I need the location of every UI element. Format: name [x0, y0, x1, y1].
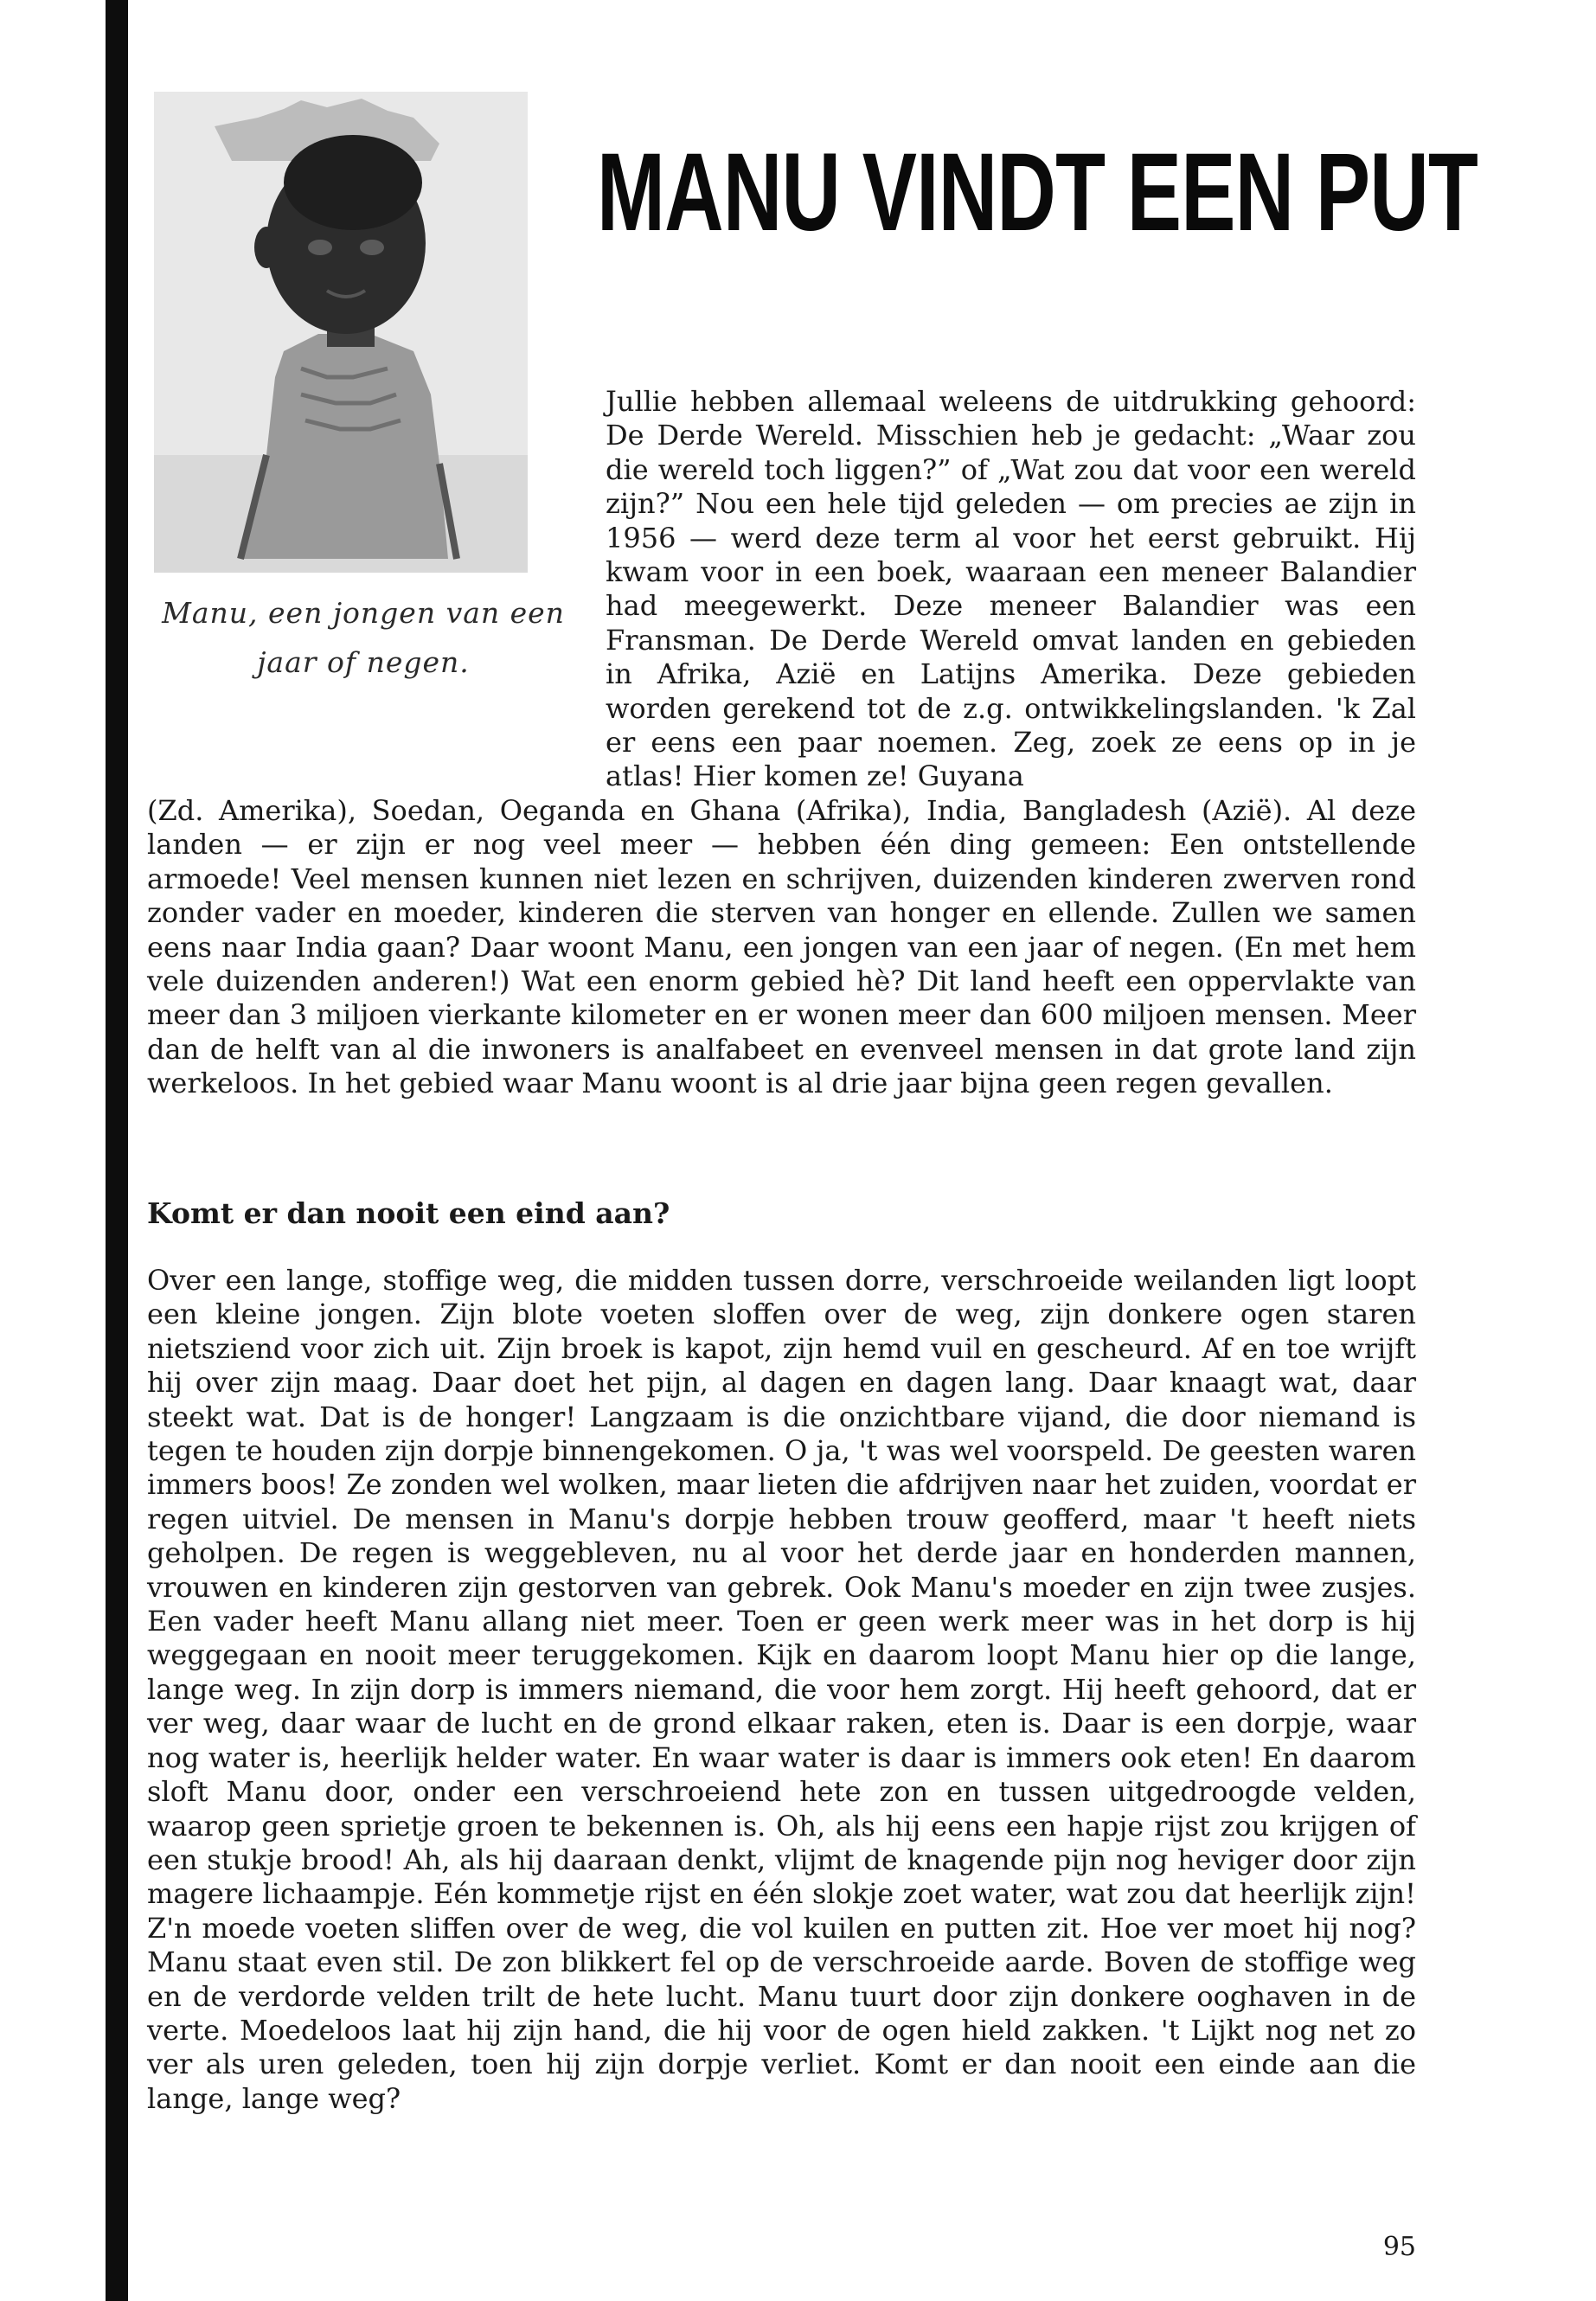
page-number: 95: [1382, 2232, 1416, 2262]
intro-paragraph-upper: Jullie hebben allemaal weleens de uitdrukking gehoord: De Derde Wereld. Misschien heb je gedacht: „Waar zou die wereld toch liggen?” of „Wat zou dat voor een wereld zijn?” Nou een hele tijd geleden — om precies ae zijn in 1956 — werd deze term al voor het eerst gebruikt. Hij kwam voor in een boek, waaraan een meneer Balandier had meegewerkt. Deze meneer Balandier was een Fransman. De Derde Wereld omvat landen en gebieden in Afrika, Azië en Latijns Amerika. Deze gebieden worden gerekend tot de z.g. ontwikkelingslanden. 'k Zal er eens een paar noemen. Zeg, zoek ze eens op in je atlas! Hier komen ze! Guyana: [606, 385, 1416, 793]
article-title: MANU VINDT EEN PUT: [597, 131, 1478, 254]
intro-paragraph-full: (Zd. Amerika), Soedan, Oeganda en Ghana (Afrika), India, Bangladesh (Azië). Al deze landen — er zijn er nog veel meer — hebben één ding gemeen: Een ontstellende armoede! Veel mensen kunnen niet lezen en schrijven, duizenden kinderen zwerven rond zonder vader en moeder, kinderen die sterven van honger en ellende. Zullen we samen eens naar India gaan? Daar woont Manu, een jongen van een jaar of negen. (En met hem vele duizenden anderen!) Wat een enorm gebied hè? Dit land heeft een oppervlakte van meer dan 3 miljoen vierkante kilometer en er wonen meer dan 600 miljoen mensen. Meer dan de helft van al die inwoners is analfabeet en evenveel mensen in dat grote land zijn werkeloos. In het gebied waar Manu woont is al drie jaar bijna geen regen gevallen.: [147, 794, 1416, 1100]
photo-boy-illustration: [154, 92, 528, 573]
photo-manu: [154, 92, 528, 573]
caption-line-1: Manu, een jongen van een: [162, 596, 565, 630]
binding-bar: [106, 0, 128, 2301]
section-heading: Komt er dan nooit een eind aan?: [147, 1196, 670, 1230]
photo-caption: [138, 588, 588, 687]
caption-line-2: jaar of negen.: [257, 645, 470, 679]
section-body: Over een lange, stoffige weg, die midden tussen dorre, verschroeide weilanden ligt loopt een kleine jongen. Zijn blote voeten sloffen over de weg, zijn donkere ogen staren nietsziend voor zich uit. Zijn broek is kapot, zijn hemd vuil en gescheurd. Af en toe wrijft hij over zijn maag. Daar doet het pijn, al dagen en dagen lang. Daar knaagt wat, daar steekt wat. Dat is de honger! Langzaam is die onzichtbare vijand, die door niemand is tegen te houden zijn dorpje binnengekomen. O ja, 't was wel voorspeld. De geesten waren immers boos! Ze zonden wel wolken, maar lieten die afdrijven naar het zuiden, voordat er regen uitviel. De mensen in Manu's dorpje hebben trouw geofferd, maar 't heeft niets geholpen. De regen is weggebleven, nu al voor het derde jaar en honderden mannen, vrouwen en kinderen zijn gestorven van gebrek. Ook Manu's moeder en zijn twee zusjes. Een vader heeft Manu allang niet meer. Toen er geen werk meer was in het dorp is hij weggegaan en nooit meer teruggekomen. Kijk en daarom loopt Manu hier op die lange, lange weg. In zijn dorp is immers niemand, die voor hem zorgt. Hij heeft gehoord, dat er ver weg, daar waar de lucht en de grond elkaar raken, eten is. Daar is een dorpje, waar nog water is, heerlijk helder water. En waar water is daar is immers ook eten! En daarom sloft Manu door, onder een verschroeiend hete zon en tussen uitgedroogde velden, waarop geen sprietje groen te bekennen is. Oh, als hij eens een hapje rijst zou krijgen of een stukje brood! Ah, als hij daaraan denkt, vlijmt de knagende pijn nog heviger door zijn magere lichaampje. Eén kommetje rijst en één slokje zoet water, wat zou dat heerlijk zijn! Z'n moede voeten sliffen over de weg, die vol kuilen en putten zit. Hoe ver moet hij nog? Manu staat even stil. De zon blikkert fel op de verschroeide aarde. Boven de stoffige weg en de verdorde velden trilt de hete lucht. Manu tuurt door zijn donkere ooghaven in de verte. Moedeloos laat hij zijn hand, die hij voor de ogen hield zakken. 't Lijkt nog net zo ver als uren geleden, toen hij zijn dorpje verliet. Komt er dan nooit een einde aan die lange, lange weg?: [147, 1264, 1416, 2115]
